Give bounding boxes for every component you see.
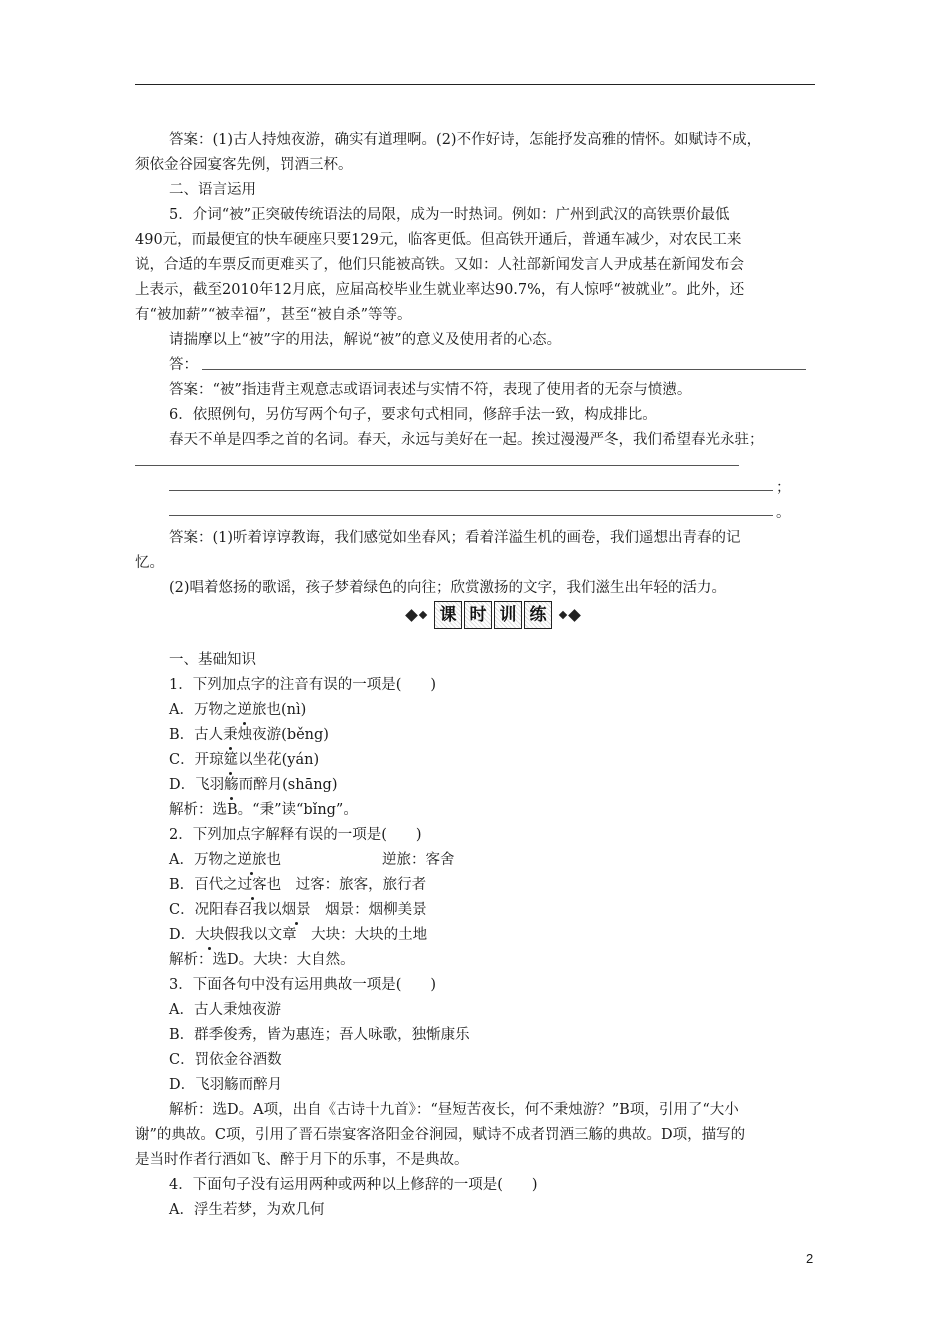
question-5-line-4: 上表示，截至2010年12月底，应届高校毕业生就业率达90.7%，有人惊呼“被就业”。此外，还	[135, 282, 745, 298]
option-text: 烛夜游(běng)	[237, 727, 329, 743]
option-text: C．开琼	[169, 752, 224, 768]
question-2-option-a-note: 逆旅：客舍	[382, 852, 455, 868]
dotted-char: 觞	[224, 777, 239, 793]
section-2-title: 二、语言运用	[169, 182, 256, 198]
dotted-char: 过客	[237, 877, 267, 893]
diamond-icon	[559, 611, 567, 619]
banner-char: 时	[464, 601, 492, 629]
question-2-analysis: 解析：选D。大块：大自然。	[169, 952, 355, 968]
question-1-stem: 1．下列加点字的注音有误的一项是( )	[169, 677, 437, 693]
question-2-option-a	[169, 850, 281, 870]
diamond-icon	[568, 609, 581, 622]
answer-4-line-1: 答案：(1)古人持烛夜游，确实有道理啊。(2)不作好诗，怎能抒发高雅的情怀。如赋诗不成，	[169, 132, 762, 148]
banner-char: 课	[434, 601, 462, 629]
question-5-prompt: 请揣摩以上“被”字的用法，解说“被”的意义及使用者的心态。	[169, 332, 562, 348]
question-4-option-a: A．浮生若梦，为欢几何	[169, 1202, 325, 1218]
answer-blank-line	[202, 369, 806, 370]
dotted-char: 筵	[223, 752, 239, 768]
question-3-option-c: C．罚依金谷酒数	[169, 1052, 282, 1068]
question-3-stem: 3．下面各句中没有运用典故一项是( )	[169, 977, 437, 993]
question-2-option-b	[169, 875, 426, 895]
answer-4-line-2: 须依金谷园宴客先例，罚酒三杯。	[135, 157, 353, 173]
option-text: 以坐花(yán)	[238, 752, 320, 768]
diamond-icon	[405, 609, 418, 622]
dotted-char: 逆	[237, 702, 252, 718]
question-6-answer-line-1: 答案：(1)听着谆谆教诲，我们感觉如坐春风；看着洋溢生机的画卷，我们遥想出青春的记	[169, 530, 741, 546]
option-text: A．万物之	[169, 852, 238, 868]
question-3-option-a: A．古人秉烛夜游	[169, 1002, 281, 1018]
question-1-option-b	[169, 725, 329, 745]
question-6-example: 春天不单是四季之首的名词。春天，永远与美好在一起。挨过漫漫严冬，我们希望春光永驻；	[169, 432, 764, 448]
option-text: 旅也(nì)	[251, 702, 307, 718]
question-1-option-d	[169, 775, 338, 795]
option-text: 而醉月(shāng)	[238, 777, 338, 793]
option-text: A．万物之	[169, 702, 238, 718]
dotted-char: 秉	[223, 727, 238, 743]
question-5-line-1: 5．介词“被”正突破传统语法的局限，成为一时热词。例如：广州到武汉的高铁票价最低	[169, 207, 730, 223]
lesson-training-banner	[392, 600, 594, 630]
banner-char: 训	[494, 601, 522, 629]
diamond-icon	[419, 611, 427, 619]
blank-line-2	[169, 490, 773, 491]
question-3-analysis-line-1: 解析：选D。A项，出自《古诗十九首》：“昼短苦夜长，何不秉烛游？”B项，引用了“大小	[169, 1102, 739, 1118]
option-text: D．飞羽	[169, 777, 225, 793]
option-text: C．况阳春召我以	[169, 902, 282, 918]
option-text: 也	[266, 852, 281, 868]
blank-line-3-period: 。	[776, 505, 791, 521]
question-2-option-d	[169, 925, 427, 945]
option-text: B．古人	[169, 727, 224, 743]
question-3-option-b: B．群季俊秀，皆为惠连；吾人咏歌，独惭康乐	[169, 1027, 470, 1043]
answer-label: 答：	[169, 357, 198, 373]
question-5-line-3: 说，合适的车票反而更难买了，他们只能被高铁。又如：人社部新闻发言人尹成基在新闻发布会	[135, 257, 744, 273]
option-text: 烟景：烟柳美景	[310, 902, 427, 918]
section-1-title: 一、基础知识	[169, 652, 256, 668]
page-number: 2	[806, 1251, 814, 1266]
question-6-stem: 6．依照例句，另仿写两个句子，要求句式相同，修辞手法一致，构成排比。	[169, 407, 657, 423]
question-4-stem: 4．下面句子没有运用两种或两种以上修辞的一项是( )	[169, 1177, 538, 1193]
question-2-stem: 2．下列加点字解释有误的一项是( )	[169, 827, 422, 843]
banner-char: 练	[524, 601, 552, 629]
dotted-char: 烟景	[281, 902, 311, 918]
option-text: D．	[169, 927, 196, 943]
dotted-char: 逆旅	[237, 852, 267, 868]
header-rule	[135, 84, 815, 85]
question-3-option-d: D．飞羽觞而醉月	[169, 1077, 283, 1093]
question-5-line-5: 有“被加薪”“被幸福”，甚至“被自杀”等等。	[135, 307, 412, 323]
blank-line-3	[169, 515, 773, 516]
banner-title	[434, 601, 552, 629]
question-3-analysis-line-2: 谢”的典故。C项，引用了晋石崇宴客洛阳金谷涧园，赋诗不成者罚酒三觞的典故。D项，描写的	[135, 1127, 746, 1143]
question-5-line-2: 490元，而最便宜的快车硬座只要129元，临客更低。但高铁开通后，普通车减少，对农民工来	[135, 232, 742, 248]
blank-line-1	[135, 465, 739, 466]
question-1-analysis: 解析：选B。“秉”读“bǐng”。	[169, 802, 358, 818]
question-3-analysis-line-3: 是当时作者行酒如飞、醉于月下的乐事，不是典故。	[135, 1152, 469, 1168]
option-text: 假我以文章 大块：大块的土地	[224, 927, 428, 943]
question-5-answer: 答案：“被”指违背主观意志或语词表述与实情不符，表现了使用者的无奈与愤懑。	[169, 382, 692, 398]
question-1-option-c	[169, 750, 319, 770]
question-6-answer-line-2: 忆。	[135, 555, 164, 571]
question-1-option-a	[169, 700, 306, 720]
blank-line-2-semicolon: ；	[776, 480, 791, 496]
option-text: 也 过客：旅客，旅行者	[266, 877, 427, 893]
option-text: B．百代之	[169, 877, 238, 893]
question-2-option-c	[169, 900, 427, 920]
question-6-answer-line-3: (2)唱着悠扬的歌谣，孩子梦着绿色的向往；欣赏激扬的文字，我们滋生出年轻的活力。	[169, 580, 727, 596]
dotted-char: 大块	[195, 927, 225, 943]
